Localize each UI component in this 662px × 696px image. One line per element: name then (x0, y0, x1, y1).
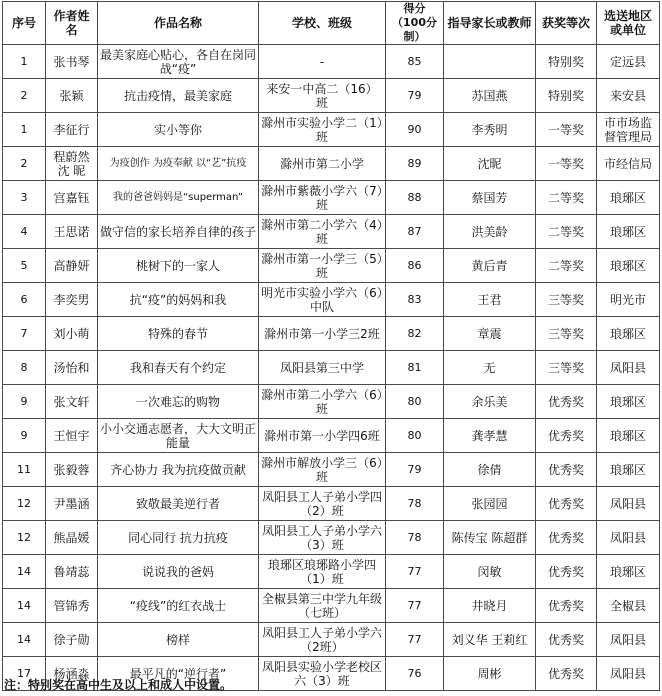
cell-author: 李奕男 (46, 283, 98, 317)
header-author: 作者姓名 (46, 2, 98, 45)
cell-index: 7 (3, 317, 46, 351)
cell-region: 明光市 (597, 283, 660, 317)
cell-index: 14 (3, 589, 46, 623)
cell-region: 凤阳县 (597, 521, 660, 555)
cell-school-class: 滁州市第一小学三2班 (259, 317, 386, 351)
cell-work-title: 为疫创作 为疫奉献 以“艺”抗疫 (98, 147, 259, 181)
cell-work-title: 同心同行 抗力抗疫 (98, 521, 259, 555)
cell-region: 琅琊区 (597, 215, 660, 249)
cell-score: 77 (386, 623, 444, 657)
cell-school-class: 滁州市第一小学三（5）班 (259, 249, 386, 283)
header-advisor: 指导家长或教师 (444, 2, 536, 45)
cell-advisor: 蔡国芳 (444, 181, 536, 215)
cell-work-title: 做守信的家长培养自律的孩子 (98, 215, 259, 249)
cell-author: 王思诺 (46, 215, 98, 249)
cell-author: 张颖 (46, 79, 98, 113)
table-row (3, 317, 660, 351)
cell-school-class: 凤阳县工人子弟小学四（2）班 (259, 487, 386, 521)
cell-region: 琅琊区 (597, 385, 660, 419)
cell-score: 79 (386, 79, 444, 113)
cell-author: 张书琴 (46, 45, 98, 79)
cell-score: 80 (386, 419, 444, 453)
cell-author: 张文轩 (46, 385, 98, 419)
footnote: 注：特别奖在高中生及以上和成人中设置。 (4, 678, 233, 692)
cell-work-title: 齐心协力 我为抗疫做贡献 (98, 453, 259, 487)
cell-score: 85 (386, 45, 444, 79)
cell-advisor: 无 (444, 351, 536, 385)
table-row (3, 453, 660, 487)
header-school-class: 学校、班级 (259, 2, 386, 45)
cell-work-title: 我的爸爸妈妈是“superman” (98, 181, 259, 215)
header-score: 得分（100分制） (386, 2, 444, 45)
cell-author: 鲁靖蕊 (46, 555, 98, 589)
cell-work-title: 说说我的爸妈 (98, 555, 259, 589)
cell-school-class: 滁州市第二小学 (259, 147, 386, 181)
cell-award-level: 优秀奖 (536, 419, 597, 453)
cell-school-class: 滁州市紫薇小学六（7）班 (259, 181, 386, 215)
cell-award-level: 一等奖 (536, 113, 597, 147)
header-row (3, 2, 660, 45)
table-row (3, 147, 660, 181)
cell-author: 张毅蓉 (46, 453, 98, 487)
header-region: 选送地区或单位 (597, 2, 660, 45)
cell-index: 14 (3, 623, 46, 657)
cell-score: 83 (386, 283, 444, 317)
cell-school-class: 明光市实验小学六（6）中队 (259, 283, 386, 317)
table-row (3, 45, 660, 79)
cell-school-class: 滁州市第二小学六（4）班 (259, 215, 386, 249)
cell-advisor (444, 45, 536, 79)
cell-work-title: 桃树下的一家人 (98, 249, 259, 283)
table-row (3, 385, 660, 419)
cell-index: 5 (3, 249, 46, 283)
cell-score: 79 (386, 453, 444, 487)
cell-region: 琅琊区 (597, 317, 660, 351)
cell-index: 9 (3, 385, 46, 419)
cell-index: 1 (3, 113, 46, 147)
cell-school-class: 全椒县第三中学九年级（七班） (259, 589, 386, 623)
cell-award-level: 优秀奖 (536, 623, 597, 657)
cell-award-level: 优秀奖 (536, 521, 597, 555)
cell-advisor: 周彬 (444, 657, 536, 691)
cell-score: 82 (386, 317, 444, 351)
cell-region: 市经信局 (597, 147, 660, 181)
cell-advisor: 徐倩 (444, 453, 536, 487)
table-row (3, 589, 660, 623)
cell-school-class: 凤阳县实验小学老校区六（3）班 (259, 657, 386, 691)
cell-index: 1 (3, 45, 46, 79)
cell-author: 宫嘉钰 (46, 181, 98, 215)
cell-score: 89 (386, 147, 444, 181)
cell-region: 琅琊区 (597, 419, 660, 453)
cell-award-level: 优秀奖 (536, 589, 597, 623)
cell-index: 9 (3, 419, 46, 453)
cell-advisor: 章震 (444, 317, 536, 351)
cell-work-title: “疫线”的红衣战士 (98, 589, 259, 623)
cell-award-level: 一等奖 (536, 147, 597, 181)
cell-award-level: 二等奖 (536, 181, 597, 215)
header-work-title: 作品名称 (98, 2, 259, 45)
cell-award-level: 特别奖 (536, 45, 597, 79)
table-row (3, 215, 660, 249)
cell-advisor: 龚孝慧 (444, 419, 536, 453)
cell-author: 尹墨涵 (46, 487, 98, 521)
cell-work-title: 最美家庭心贴心，各自在岗同战“疫” (98, 45, 259, 79)
cell-author: 汤怡和 (46, 351, 98, 385)
cell-score: 77 (386, 555, 444, 589)
cell-region: 凤阳县 (597, 623, 660, 657)
cell-index: 2 (3, 147, 46, 181)
table-row (3, 351, 660, 385)
cell-award-level: 二等奖 (536, 215, 597, 249)
cell-school-class: 滁州市实验小学二（1）班 (259, 113, 386, 147)
cell-award-level: 二等奖 (536, 249, 597, 283)
cell-school-class: 凤阳县第三中学 (259, 351, 386, 385)
cell-work-title: 致敬最美逆行者 (98, 487, 259, 521)
cell-advisor: 苏国燕 (444, 79, 536, 113)
cell-work-title: 抗“疫”的妈妈和我 (98, 283, 259, 317)
cell-score: 86 (386, 249, 444, 283)
cell-advisor: 陈传宝 陈超群 (444, 521, 536, 555)
cell-award-level: 特别奖 (536, 79, 597, 113)
cell-school-class: 凤阳县工人子弟小学六（2班） (259, 623, 386, 657)
cell-author: 高静妍 (46, 249, 98, 283)
cell-school-class: 琅琊区琅琊路小学四（1）班 (259, 555, 386, 589)
cell-region: 琅琊区 (597, 555, 660, 589)
cell-advisor: 闵敏 (444, 555, 536, 589)
cell-index: 8 (3, 351, 46, 385)
table-row (3, 419, 660, 453)
cell-work-title: 一次难忘的购物 (98, 385, 259, 419)
cell-work-title: 小小交通志愿者，大大文明正能量 (98, 419, 259, 453)
cell-author: 程蔚然 沈 昵 (46, 147, 98, 181)
cell-advisor: 井晓月 (444, 589, 536, 623)
header-index: 序号 (3, 2, 46, 45)
cell-score: 78 (386, 521, 444, 555)
cell-advisor: 余乐美 (444, 385, 536, 419)
cell-award-level: 三等奖 (536, 317, 597, 351)
table-row (3, 79, 660, 113)
table-row (3, 487, 660, 521)
cell-advisor: 黄后青 (444, 249, 536, 283)
cell-work-title: 抗击疫情，最美家庭 (98, 79, 259, 113)
cell-region: 琅琊区 (597, 453, 660, 487)
cell-author: 徐子勋 (46, 623, 98, 657)
cell-region: 凤阳县 (597, 487, 660, 521)
cell-award-level: 优秀奖 (536, 555, 597, 589)
cell-award-level: 优秀奖 (536, 385, 597, 419)
cell-award-level: 优秀奖 (536, 487, 597, 521)
cell-index: 14 (3, 555, 46, 589)
cell-index: 4 (3, 215, 46, 249)
cell-advisor: 沈昵 (444, 147, 536, 181)
cell-school-class: 来安一中高二（16）班 (259, 79, 386, 113)
cell-score: 76 (386, 657, 444, 691)
cell-work-title: 我和春天有个约定 (98, 351, 259, 385)
cell-school-class: 滁州市第一小学四6班 (259, 419, 386, 453)
cell-region: 定远县 (597, 45, 660, 79)
cell-score: 80 (386, 385, 444, 419)
cell-work-title: 实小等你 (98, 113, 259, 147)
cell-school-class: - (259, 45, 386, 79)
cell-work-title: 特殊的春节 (98, 317, 259, 351)
cell-school-class: 凤阳县工人子弟小学六（3）班 (259, 521, 386, 555)
cell-award-level: 优秀奖 (536, 453, 597, 487)
cell-region: 凤阳县 (597, 657, 660, 691)
header-award-level: 获奖等次 (536, 2, 597, 45)
table-row (3, 113, 660, 147)
table-row (3, 249, 660, 283)
cell-index: 3 (3, 181, 46, 215)
cell-index: 2 (3, 79, 46, 113)
cell-region: 琅琊区 (597, 249, 660, 283)
cell-score: 88 (386, 181, 444, 215)
cell-score: 81 (386, 351, 444, 385)
cell-award-level: 三等奖 (536, 351, 597, 385)
table-row (3, 181, 660, 215)
cell-region: 来安县 (597, 79, 660, 113)
cell-index: 12 (3, 521, 46, 555)
cell-region: 市市场监督管理局 (597, 113, 660, 147)
cell-region: 全椒县 (597, 589, 660, 623)
table-row (3, 521, 660, 555)
cell-author: 李征行 (46, 113, 98, 147)
cell-school-class: 滁州市解放小学三（6）班 (259, 453, 386, 487)
cell-award-level: 三等奖 (536, 283, 597, 317)
cell-advisor: 洪美龄 (444, 215, 536, 249)
cell-index: 11 (3, 453, 46, 487)
cell-index: 12 (3, 487, 46, 521)
table-row (3, 283, 660, 317)
cell-region: 琅琊区 (597, 181, 660, 215)
cell-school-class: 滁州市第二小学六（6）班 (259, 385, 386, 419)
cell-advisor: 王君 (444, 283, 536, 317)
cell-award-level: 优秀奖 (536, 657, 597, 691)
cell-author: 管锦秀 (46, 589, 98, 623)
cell-author: 熊晶媛 (46, 521, 98, 555)
cell-advisor: 张园园 (444, 487, 536, 521)
cell-author: 刘小萌 (46, 317, 98, 351)
cell-index: 17 (3, 657, 46, 691)
cell-score: 87 (386, 215, 444, 249)
cell-author: 王恒宇 (46, 419, 98, 453)
cell-score: 78 (386, 487, 444, 521)
cell-advisor: 李秀明 (444, 113, 536, 147)
cell-work-title: 最平凡的“逆行者” (98, 657, 259, 691)
cell-region: 凤阳县 (597, 351, 660, 385)
cell-work-title: 榜样 (98, 623, 259, 657)
cell-advisor: 刘义华 王莉红 (444, 623, 536, 657)
cell-index: 6 (3, 283, 46, 317)
cell-score: 90 (386, 113, 444, 147)
cell-score: 77 (386, 589, 444, 623)
awards-table (2, 1, 660, 691)
table-row (3, 623, 660, 657)
table-row (3, 555, 660, 589)
cell-author: 杨涵淼 (46, 657, 98, 691)
